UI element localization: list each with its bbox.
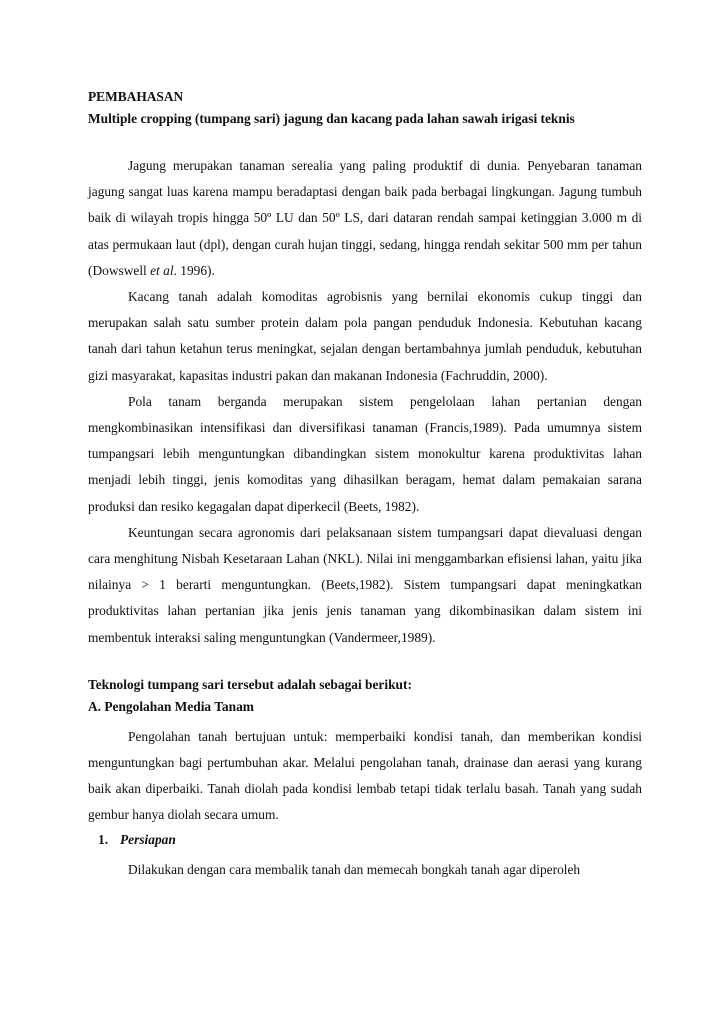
paragraph-keuntungan: Keuntungan secara agronomis dari pelaksanaan sistem tumpangsari dapat dievaluasi dengan cara menghitung Nisbah Kesetaraan Lahan (NKL). Nilai ini menggambarkan efisiensi lahan, yaitu jika nilainya > 1 berarti menguntungkan. (Beets,1982). Sistem tumpangsari dapat meningkatkan produktivitas lahan pertanian jika jenis jenis tanaman yang dikombinasikan dalam sistem ini membentuk interaksi saling menguntungkan (Vandermeer,1989). — [88, 524, 642, 645]
paragraph-jagung-text: Jagung merupakan tanaman serealia yang paling produktif di dunia. Penyebaran tanaman jagung sangat luas karena mampu beradaptasi dengan baik pada berbagai lingkungan. Jagung tumbuh baik di wilayah tropis hingga 50º LU dan 50º LS, dari dataran rendah sampai ketinggian 3.000 m di atas permukaan laut (dpl), dengan curah hujan tinggi, sedang, hingga rendah sekitar 500 mm per tahun (Dowswell — [88, 158, 642, 278]
document-page — [88, 86, 642, 883]
spacer — [88, 130, 642, 153]
technology-heading: Teknologi tumpang sari tersebut adalah sebagai berikut: — [88, 676, 412, 692]
list-item-number: 1. — [98, 831, 109, 847]
citation-et-al: et al — [150, 262, 174, 278]
paragraph-persiapan: Dilakukan dengan cara membalik tanah dan memecah bongkah tanah agar diperoleh — [128, 861, 581, 877]
section-title: PEMBAHASAN — [88, 89, 184, 104]
paragraph-pola-tanam: Pola tanam berganda merupakan sistem pengelolaan lahan pertanian dengan mengkombinasikan intensifikasi dan diversifikasi tanaman (Francis,1989). Pada umumnya sistem tumpangsari lebih menguntungkan dibandingkan sistem monokultur karena produktivitas lahan menjadi lebih tinggi, jenis komoditas yang dihasilkan beragam, hemat dalam pemakaian sarana produksi dan resiko kegagalan dapat diperkecil (Beets, 1982). — [88, 393, 642, 514]
section-subtitle: Multiple cropping (tumpang sari) jagung dan kacang pada lahan sawah irigasi teknis — [88, 111, 575, 126]
list-item-persiapan — [88, 829, 642, 851]
list-item-label: Persiapan — [120, 831, 176, 847]
spacer — [88, 651, 642, 674]
subsection-a-heading: A. Pengolahan Media Tanam — [88, 698, 254, 714]
paragraph-pengolahan-tanah: Pengolahan tanah bertujuan untuk: memperbaiki kondisi tanah, dan memberikan kondisi menguntungkan bagi pertumbuhan akar. Melalui pengolahan tanah, drainase dan aerasi yang kurang baik akan diperbaiki. Tanah diolah pada kondisi lembab tetapi tidak terlalu basah. Tanah yang sudah gembur hanya diolah secara umum. — [88, 728, 642, 823]
paragraph-jagung-end: . 1996). — [173, 262, 215, 278]
paragraph-kacang-tanah: Kacang tanah adalah komoditas agrobisnis yang bernilai ekonomis cukup tinggi dan merupakan salah satu sumber protein dalam pola pangan penduduk Indonesia. Kebutuhan kacang tanah dari tahun ketahun terus meningkat, sejalan dengan bertambahnya jumlah penduduk, kebutuhan gizi masyarakat, kapasitas industri pakan dan makanan Indonesia (Fachruddin, 2000). — [88, 289, 642, 383]
paragraph-jagung — [88, 153, 642, 284]
